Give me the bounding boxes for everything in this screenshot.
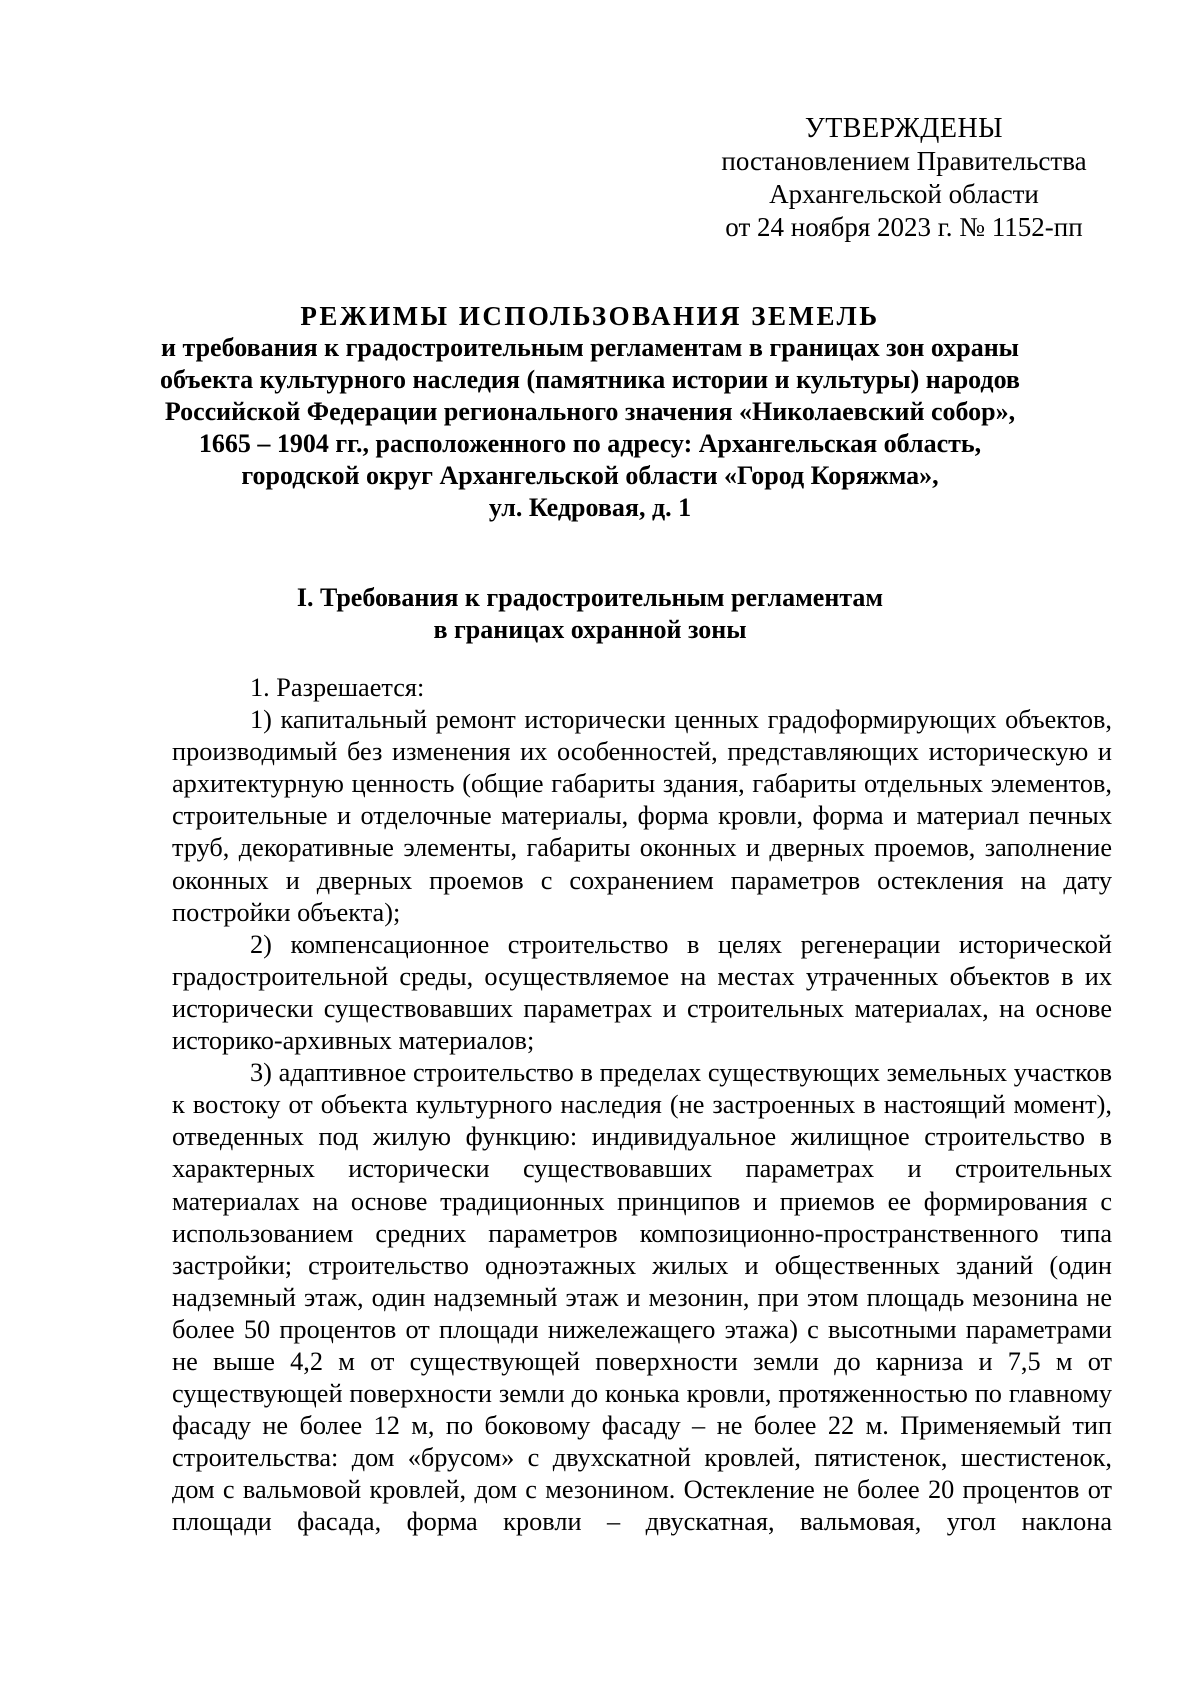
list-item-2: 2) компенсационное строительство в целях регенерации исторической градостроительной среды, осуществляемое на местах утраченных объектов в их исторически существовавших параметрах и строительных материалах, на основе историко-архивных материалов; <box>172 929 1112 1056</box>
clause-1: 1. Разрешается: <box>250 673 425 702</box>
section-heading-line-2: в границах охранной зоны <box>433 615 747 644</box>
approval-stamp <box>700 112 1108 244</box>
approval-title: УТВЕРЖДЕНЫ <box>804 113 1004 144</box>
approval-line-2: Архангельской области <box>769 179 1039 209</box>
document-title-line-4: 1665 – 1904 гг., расположенного по адресу: Архангельская область, <box>198 429 982 458</box>
list-item-1: 1) капитальный ремонт исторически ценных градоформирующих объектов, производимый без изменения их особенностей, представляющих историческую и архитектурную ценность (общие габариты здания, габариты отдельных элементов, строительные и отделочные материалы, форма кровли, форма и материал печных труб, декоративные элементы, габариты оконных и дверных проемов, заполнение оконных и дверных проемов с сохранением параметров остекления на дату постройки объекта); <box>172 705 1112 927</box>
body-text <box>172 672 1112 1539</box>
section-heading-line-1: I. Требования к градостроительным регламентам <box>296 583 884 612</box>
document-title-line-3: Российской Федерации регионального значения «Николаевский собор», <box>164 397 1016 426</box>
section-heading <box>160 582 1020 646</box>
document-title-line-5: городской округ Архангельской области «Город Коряжма», <box>241 461 939 490</box>
document-title-line-1: и требования к градостроительным регламентам в границах зон охраны <box>161 333 1019 362</box>
document-title-main: РЕЖИМЫ ИСПОЛЬЗОВАНИЯ ЗЕМЕЛЬ <box>300 301 880 331</box>
document-title-line-2: объекта культурного наследия (памятника истории и культуры) народов <box>160 365 1020 394</box>
document-title-line-6: ул. Кедровая, д. 1 <box>488 493 692 522</box>
approval-line-3: от 24 ноября 2023 г. № 1152-пп <box>725 212 1083 242</box>
list-item-3: 3) адаптивное строительство в пределах существующих земельных участков к востоку от объекта культурного наследия (не застроенных в настоящий момент), отведенных под жилую функцию: индивидуальное жилищное строительство в характерных исторически существовавших параметрах и строительных материалах на основе традиционных принципов и приемов ее формирования с использованием средних параметров композиционно-пространственного типа застройки; строительство одноэтажных жилых и общественных зданий (один надземный этаж, один надземный этаж и мезонин, при этом площадь мезонина не более 50 процентов от площади нижележащего этажа) с высотными параметрами не выше 4,2 м от существующей поверхности земли до карниза и 7,5 м от существующей поверхности земли до конька кровли, протяженностью по главному фасаду не более 12 м, по боковому фасаду – не более 22 м. Применяемый тип строительства: дом «брусом» с двухскатной кровлей, пятистенок, шестистенок, дом с вальмовой кровлей, дом с мезонином. Остекление не более 20 процентов от площади фасада, форма кровли – двускатная, вальмовая, угол наклона <box>172 1058 1112 1537</box>
approval-line-1: постановлением Правительства <box>721 146 1087 176</box>
document-title <box>160 300 1020 524</box>
